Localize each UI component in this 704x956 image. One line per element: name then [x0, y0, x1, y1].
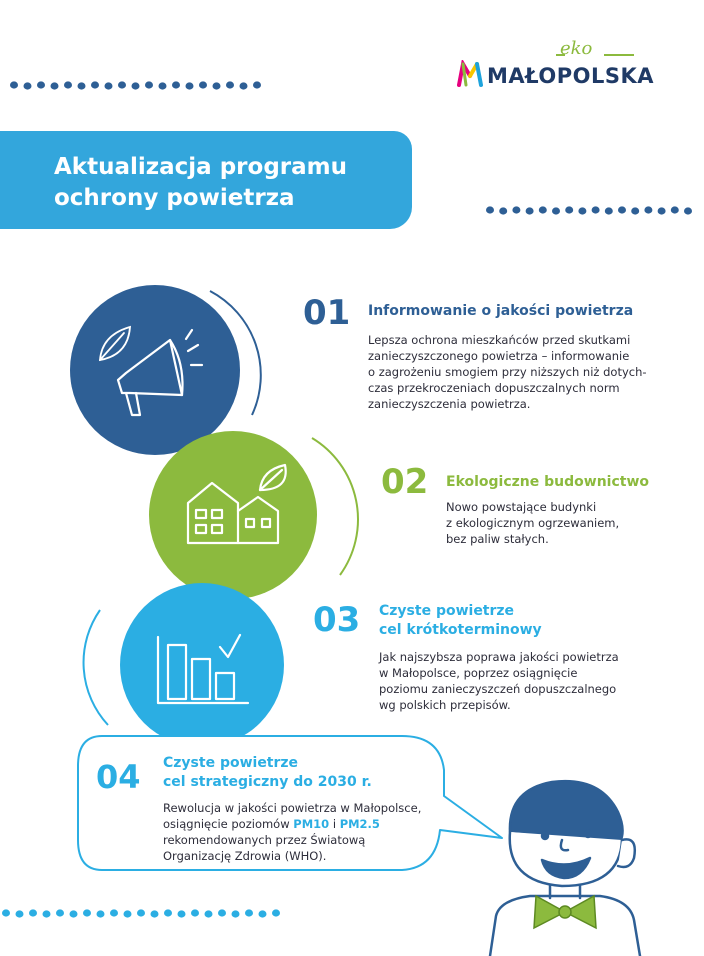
dot [64, 81, 72, 88]
cartoon-boy-illustration [470, 770, 670, 956]
page-title-line1: Aktualizacja programu [54, 154, 347, 180]
dot [565, 206, 573, 213]
dot [499, 207, 507, 214]
dot [199, 81, 207, 88]
dot [618, 206, 626, 213]
dot [272, 909, 280, 916]
dot [539, 206, 547, 213]
decorative-dots-bottom-left [0, 906, 290, 920]
dot [644, 206, 652, 213]
item-04-heading: Czyste powietrze cel strategiczny do 2030 r. [163, 755, 372, 790]
dot [526, 207, 534, 214]
dot [232, 910, 240, 917]
item-02-heading: Ekologiczne budownictwo [446, 474, 650, 490]
decorative-dots-top-left [8, 78, 270, 92]
circle-03 [120, 583, 284, 745]
dot [486, 206, 494, 213]
item-03-heading: Czyste powietrze cel krótkoterminowy [379, 603, 542, 638]
dot [159, 82, 167, 89]
page-title-line2: ochrony powietrza [54, 185, 295, 211]
dot [51, 82, 59, 89]
logo-eko-underline [556, 52, 636, 58]
circle-01 [70, 285, 240, 455]
dot [97, 910, 105, 917]
dot [205, 910, 213, 917]
circle-02 [149, 431, 317, 599]
dot [43, 910, 51, 917]
dot [118, 81, 126, 88]
circles-illustration [60, 285, 360, 745]
dot [226, 81, 234, 88]
dot [29, 909, 37, 916]
dot [2, 909, 10, 916]
dot [16, 910, 24, 917]
dot [105, 82, 113, 89]
dot [605, 207, 613, 214]
dot [78, 82, 86, 89]
dot [145, 81, 153, 88]
item-04-body: Rewolucja w jakości powietrza w Małopolsce, osiągnięcie poziomów PM10 i PM2.5 rekomendowanych przez Światową Organizację Zdrowia (WHO). [163, 801, 422, 863]
bow-tie-icon [534, 896, 596, 928]
dot [658, 207, 666, 214]
dot [164, 909, 172, 916]
item-01-body: Lepsza ochrona mieszkańców przed skutkami zanieczyszczonego powietrza – informowanie o zagrożeniu smogiem przy niższych niż dotych- czas przekroczeniach dopuszczalnych norm zanieczyszczenia powietrza. [368, 333, 647, 411]
dot [191, 909, 199, 916]
dot [110, 909, 118, 916]
dot [631, 207, 639, 214]
dot [253, 81, 261, 88]
dot [24, 82, 32, 89]
dot [124, 910, 132, 917]
dot [186, 82, 194, 89]
item-04-number: 04 [96, 758, 141, 796]
dot [552, 207, 560, 214]
item-03-number: 03 [313, 600, 361, 640]
dot [56, 909, 64, 916]
dot [240, 82, 248, 89]
dot [512, 206, 520, 213]
logo-m-icon [456, 60, 484, 88]
dot [91, 81, 99, 88]
decorative-dots-right [484, 203, 698, 217]
page-title [54, 152, 347, 214]
dot [178, 910, 186, 917]
dot [151, 910, 159, 917]
dot [213, 82, 221, 89]
dot [172, 81, 180, 88]
dot [592, 206, 600, 213]
dot [132, 82, 140, 89]
dot [684, 207, 692, 214]
dot [137, 909, 145, 916]
dot [218, 909, 226, 916]
item-02-body: Nowo powstające budynki z ekologicznym ogrzewaniem, bez paliw stałych. [446, 500, 620, 546]
dot [578, 207, 586, 214]
item-01-number: 01 [303, 293, 351, 333]
item-03-body: Jak najszybsza poprawa jakości powietrza w Małopolsce, poprzez osiągnięcie poziomu zanieczyszczeń dopuszczalnego wg polskich przepisów. [379, 650, 619, 712]
dot [10, 81, 18, 88]
logo-eko-text: eko [560, 38, 593, 59]
item-01-heading: Informowanie o jakości powietrza [368, 303, 634, 319]
dot [37, 81, 45, 88]
logo-name: MAŁOPOLSKA [487, 64, 655, 88]
item-02-number: 02 [381, 462, 429, 502]
dot [671, 206, 679, 213]
dot [259, 910, 267, 917]
dot [245, 909, 253, 916]
dot [83, 909, 91, 916]
dot [70, 910, 78, 917]
